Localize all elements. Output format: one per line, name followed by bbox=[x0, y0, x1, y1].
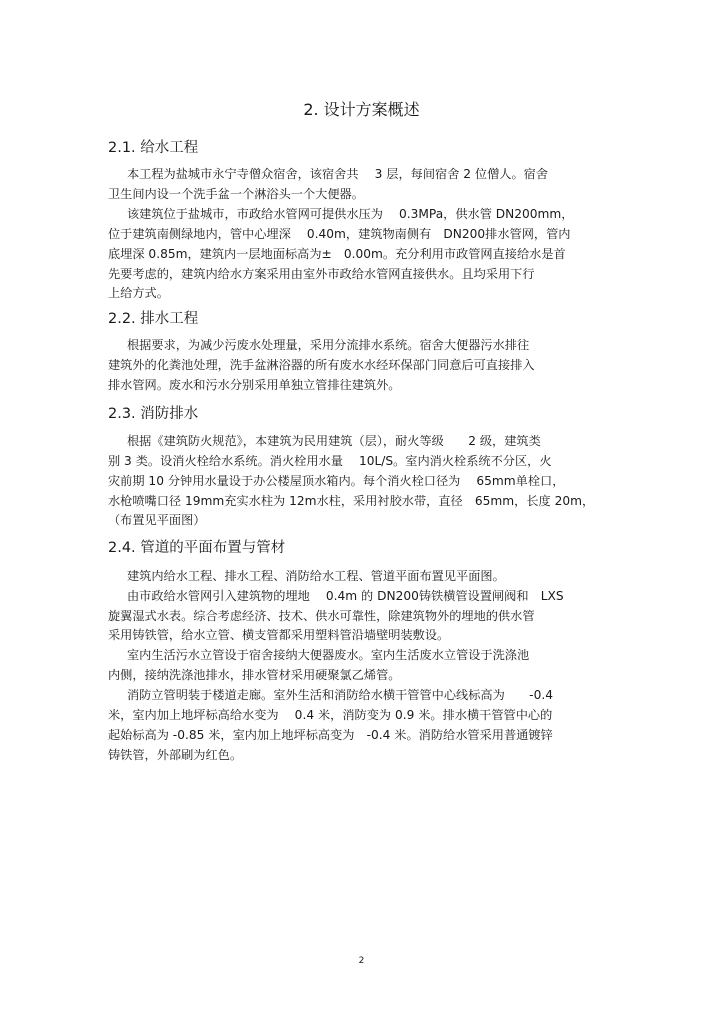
paragraph-line: 本工程为盐城市永宁寺僧众宿舍，该宿舍共 3 层，每间宿舍 2 位僧人。宿舍 bbox=[127, 167, 549, 181]
paragraph-line: 米，室内加上地坪标高给水变为 0.4 米，消防变为 0.9 米。排水横干管管中心的 bbox=[108, 708, 553, 722]
paragraph-line: 水枪喷嘴口径 19mm充实水柱为 12m水柱，采用衬胶水带，直径 65mm，长度 20m， bbox=[108, 494, 595, 508]
paragraph-line: 上给方式。 bbox=[108, 286, 169, 300]
paragraph-line: 卫生间内设一个洗手盆一个淋浴头一个大便器。 bbox=[108, 187, 364, 201]
paragraph-line: 起始标高为 -0.85 米，室内加上地坪标高变为 -0.4 米。消防给水管采用普通镀锌 bbox=[108, 728, 553, 742]
paragraph-line: 采用铸铁管，给水立管、横支管都采用塑料管沿墙壁明装敷设。 bbox=[108, 628, 450, 642]
paragraph-line: 由市政给水管网引入建筑物的埋地 0.4m 的 DN200铸铁横管设置闸阀和 LXS bbox=[127, 589, 564, 603]
page-number: 2 bbox=[358, 956, 365, 966]
paragraph-line: 根据《建筑防火规范》，本建筑为民用建筑（层），耐火等级 2 级，建筑类 bbox=[127, 434, 541, 448]
paragraph-line: 室内生活污水立管设于宿舍接纳大便器废水。室内生活废水立管设于洗涤池 bbox=[127, 648, 530, 662]
paragraph-line: 别 3 类。设消火栓给水系统。消火栓用水量 10L/S。室内消火栓系统不分区，火 bbox=[108, 454, 552, 468]
section-heading-pipe-layout: 2.4. 管道的平面布置与管材 bbox=[108, 540, 286, 556]
paragraph-line: 内侧，接纳洗涤池排水，排水管材采用硬聚氯乙烯管。 bbox=[108, 668, 401, 682]
paragraph-line: 先要考虑的，建筑内给水方案采用由室外市政给水管网直接供水。且均采用下行 bbox=[108, 267, 535, 281]
paragraph-line: 根据要求，为减少污废水处理量，采用分流排水系统。宿舍大便器污水排往 bbox=[127, 338, 530, 352]
section-heading-drainage: 2.2. 排水工程 bbox=[108, 311, 199, 327]
section-heading-water-supply: 2.1. 给水工程 bbox=[108, 140, 199, 156]
page-title: 2. 设计方案概述 bbox=[303, 100, 420, 119]
paragraph-line: 铸铁管，外部刷为红色。 bbox=[108, 748, 243, 762]
paragraph-line: （布置见平面图） bbox=[108, 513, 206, 527]
paragraph-line: 旋翼湿式水表。综合考虑经济、技术、供水可靠性，除建筑物外的埋地的供水管 bbox=[108, 609, 535, 623]
paragraph-line: 灾前期 10 分钟用水量设于办公楼屋顶水箱内。每个消火栓口径为 65mm单栓口， bbox=[108, 474, 565, 488]
paragraph-line: 该建筑位于盐城市，市政给水管网可提供水压为 0.3MPa，供水管 DN200mm， bbox=[127, 207, 574, 221]
section-heading-fire-protection: 2.3. 消防排水 bbox=[108, 406, 199, 422]
paragraph-line: 消防立管明装于楼道走廊。室外生活和消防给水横干管管中心线标高为 -0.4 bbox=[127, 688, 553, 702]
paragraph-line: 底埋深 0.85m，建筑内一层地面标高为± 0.00m。充分利用市政管网直接给水是首 bbox=[108, 247, 566, 261]
paragraph-line: 建筑内给水工程、排水工程、消防给水工程、管道平面布置见平面图。 bbox=[127, 569, 505, 583]
paragraph-line: 排水管网。废水和污水分别采用单独立管排往建筑外。 bbox=[108, 378, 401, 392]
paragraph-line: 建筑外的化粪池处理，洗手盆淋浴器的所有废水水经环保部门同意后可直接排入 bbox=[108, 358, 535, 372]
paragraph-line: 位于建筑南侧绿地内，管中心埋深 0.40m，建筑物南侧有 DN200排水管网，管内 bbox=[108, 227, 571, 241]
